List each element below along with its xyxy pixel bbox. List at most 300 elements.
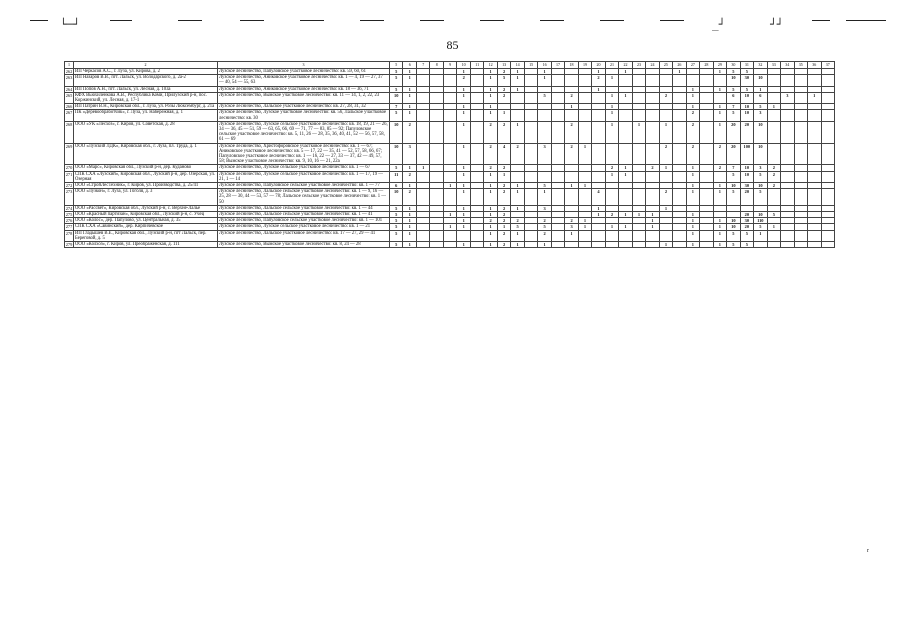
organization-name: ИП Гладышев В.Е., Кировская обл., Лузский р-н, пгт Лальск, пер. Береговой, д. 5 [74, 230, 218, 241]
forestry-lands: Лузское лесничество, Вымское участковое лесничество: кв. 8, 24 — 28 [218, 242, 390, 248]
numeric-cell [673, 110, 686, 121]
numeric-cell: 3 [538, 143, 551, 165]
column-number: 11 [470, 62, 483, 69]
numeric-cell: 1 [511, 230, 524, 241]
numeric-cell [416, 189, 429, 206]
numeric-cell: 1 [686, 92, 699, 103]
numeric-cell [713, 171, 726, 182]
column-number: 1 [65, 62, 74, 69]
row-number: 271 [65, 171, 74, 182]
organization-name: ООО «Лузкон», г. Луза, ул. Гоголя, д. 3 [74, 189, 218, 206]
numeric-cell [443, 110, 456, 121]
numeric-cell: 1 [416, 165, 429, 171]
numeric-cell: 2 [767, 165, 780, 171]
numeric-cell: 1 [403, 69, 416, 75]
numeric-cell [551, 189, 564, 206]
numeric-cell: 1 [443, 183, 456, 189]
numeric-cell [686, 75, 699, 86]
numeric-cell: 2 [686, 121, 699, 143]
numeric-cell [524, 92, 537, 103]
numeric-cell: 5 [390, 110, 403, 121]
numeric-cell [767, 92, 780, 103]
numeric-cell [619, 143, 632, 165]
numeric-cell [551, 230, 564, 241]
numeric-cell [565, 75, 578, 86]
organization-name: ИП Назаров В.В., пгт. Лальск, ул. Володарского, д. 2а-2 [74, 75, 218, 86]
numeric-cell [632, 75, 645, 86]
column-number: 26 [673, 62, 686, 69]
numeric-cell: 1 [403, 224, 416, 230]
numeric-cell [592, 92, 605, 103]
numeric-cell: 1 [403, 218, 416, 224]
row-number: 266 [65, 104, 73, 110]
numeric-cell [781, 189, 794, 206]
numeric-cell: 2 [605, 165, 618, 171]
numeric-cell: 5 [740, 69, 753, 75]
numeric-cell: 2 [497, 212, 510, 218]
numeric-cell: 1 [686, 242, 699, 248]
numeric-cell: 2 [659, 189, 672, 206]
numeric-cell [673, 92, 686, 103]
numeric-cell: 1 [565, 104, 578, 110]
numeric-cell [619, 75, 632, 86]
numeric-cell: 2 [565, 143, 578, 165]
numeric-cell: 2 [686, 143, 699, 165]
numeric-cell [794, 110, 807, 121]
numeric-cell [592, 242, 605, 248]
scan-speck: r [867, 548, 869, 554]
numeric-cell: 1 [619, 224, 632, 230]
column-number: 21 [605, 62, 618, 69]
numeric-cell: 1 [403, 230, 416, 241]
numeric-cell [524, 110, 537, 121]
numeric-cell [565, 242, 578, 248]
numeric-cell [470, 75, 483, 86]
numeric-cell: 1 [457, 242, 470, 248]
numeric-cell: 2 [565, 92, 578, 103]
numeric-cell: 2 [497, 92, 510, 103]
numeric-cell [538, 121, 551, 143]
numeric-cell [538, 110, 551, 121]
numeric-cell: 2 [484, 165, 497, 171]
column-number-row [65, 62, 835, 69]
numeric-cell: 1 [619, 165, 632, 171]
numeric-cell: 1 [511, 205, 524, 211]
numeric-cell [430, 171, 443, 182]
column-number: 14 [511, 62, 524, 69]
numeric-cell: 3 [538, 205, 551, 211]
numeric-cell [416, 92, 429, 103]
numeric-cell: 30 [740, 183, 753, 189]
numeric-cell [713, 92, 726, 103]
numeric-cell [659, 171, 672, 182]
numeric-cell: 1 [767, 224, 780, 230]
numeric-cell: 10 [727, 224, 740, 230]
numeric-cell: 1 [457, 92, 470, 103]
organization-name: КФХ Вьюхиленкова А.В., Республика Коми, Прилузский р-н, пос. Коржинский, ул. Лесная, д. 17-1 [74, 92, 218, 103]
numeric-cell [470, 110, 483, 121]
numeric-cell [443, 171, 456, 182]
numeric-cell: 1 [619, 92, 632, 103]
row-number: 273 [65, 189, 74, 206]
column-number: 18 [565, 62, 578, 69]
numeric-cell [646, 171, 659, 182]
numeric-cell: 1 [403, 205, 416, 211]
numeric-cell [821, 171, 834, 182]
column-number: 5 [390, 62, 403, 69]
numeric-cell [646, 143, 659, 165]
numeric-cell: 20 [740, 212, 753, 218]
numeric-cell [592, 110, 605, 121]
numeric-cell [659, 75, 672, 86]
numeric-cell [632, 110, 645, 121]
numeric-cell: 2 [497, 218, 510, 224]
numeric-cell: 4 [592, 189, 605, 206]
column-number: 30 [727, 62, 740, 69]
forestry-lands: Лузское лесничество, Лальское сельское участковое лесничество: кв. 1 — 44 [218, 205, 390, 211]
numeric-cell: 1 [511, 242, 524, 248]
row-number: 265 [65, 92, 74, 103]
numeric-cell: 1 [686, 212, 699, 218]
numeric-cell [632, 171, 645, 182]
row-number: 274 [65, 205, 73, 211]
numeric-cell: 3 [565, 224, 578, 230]
numeric-cell [673, 171, 686, 182]
forestry-lands: Лузское лесничество, Лальское участковое лесничество: кв. 27, 28, 31, 32 [218, 104, 390, 110]
numeric-cell: 5 [538, 92, 551, 103]
organization-name: ООО «Марс», Кировская обл., Лузский р-н, дер. Куданово [74, 165, 218, 171]
numeric-cell: 5 [390, 69, 403, 75]
numeric-cell: 1 [484, 183, 497, 189]
numeric-cell [578, 110, 591, 121]
numeric-cell: 1 [511, 121, 524, 143]
row-number: 270 [65, 165, 73, 171]
numeric-cell: 10 [390, 121, 403, 143]
column-number: 27 [686, 62, 699, 69]
numeric-cell [470, 143, 483, 165]
organization-name: ИП Черкасов А.С., г. Луза, ул. Кирова, д. 2 [74, 69, 218, 75]
scan-mark [110, 20, 132, 21]
table-row [65, 143, 835, 165]
numeric-cell: 1 [403, 86, 416, 92]
numeric-cell: 1 [497, 224, 510, 230]
numeric-cell [673, 75, 686, 86]
numeric-cell [524, 230, 537, 241]
numeric-cell: 2 [497, 165, 510, 171]
numeric-cell: 1 [659, 121, 672, 143]
numeric-cell: 1 [457, 189, 470, 206]
numeric-cell [565, 171, 578, 182]
numeric-cell: 2 [713, 143, 726, 165]
organization-name: ООО «Лузский ЛДК», Кировская обл., г. Луза, пл. Труда, д. 1 [74, 143, 218, 165]
numeric-cell: 1 [538, 69, 551, 75]
forestry-lands: Лузское лесничество, Лузское сельское участковое лесничество: кв. 1 — 67 [218, 165, 390, 171]
numeric-cell [524, 75, 537, 86]
registry-table [64, 61, 835, 248]
column-number: 34 [781, 62, 794, 69]
numeric-cell: 5 [390, 224, 403, 230]
numeric-cell [578, 92, 591, 103]
organization-name: ООО «Красный партизан», Кировская обл., Лузский р-н, с. Учец [74, 212, 218, 218]
numeric-cell [538, 171, 551, 182]
numeric-cell [565, 110, 578, 121]
numeric-cell [781, 143, 794, 165]
row-number: 263 [65, 75, 74, 86]
row-number: 262 [65, 69, 73, 74]
organization-name: ПК «Деревообработчик», г. Луза, ул. Набережная, д. 1 [74, 110, 218, 121]
numeric-cell: 1 [484, 69, 497, 75]
column-number: 31 [740, 62, 753, 69]
forestry-lands: Лузское лесничество, Аниковское участковое лесничество: кв. 1 — 4, 19 — 27, 37 — 40, 54 — 55, 63 [218, 75, 390, 86]
scan-mark: ┘┘ [770, 18, 784, 31]
column-number: 22 [619, 62, 632, 69]
numeric-cell: 2 [592, 75, 605, 86]
numeric-cell: 6 [390, 183, 403, 189]
numeric-cell: 1 [484, 189, 497, 206]
numeric-cell: 1 [659, 242, 672, 248]
numeric-cell: 1 [403, 212, 416, 218]
numeric-cell [524, 143, 537, 165]
numeric-cell: 1 [713, 242, 726, 248]
row-number: 276 [65, 218, 73, 224]
numeric-cell [794, 75, 807, 86]
numeric-cell [524, 189, 537, 206]
numeric-cell: 1 [619, 171, 632, 182]
column-number: 35 [794, 62, 807, 69]
numeric-cell [511, 171, 524, 182]
numeric-cell: 10 [390, 92, 403, 103]
numeric-cell: 5 [390, 205, 403, 211]
row-number: 268 [65, 121, 74, 143]
numeric-cell [808, 143, 821, 165]
numeric-cell: 2 [767, 171, 780, 182]
numeric-cell [700, 92, 713, 103]
numeric-cell [416, 171, 429, 182]
organization-name: ООО «СтройЛесТехник», г. Киров, ул. Производства, д. 25/41 [74, 183, 218, 189]
numeric-cell: 2 [497, 183, 510, 189]
forestry-lands: Лузское лесничество, Папуловское сельское участковое лесничество: кв. 1 — 77 [218, 183, 390, 189]
numeric-cell: 2 [538, 230, 551, 241]
numeric-cell [592, 230, 605, 241]
numeric-cell: 2 [497, 205, 510, 211]
numeric-cell: 5 [390, 212, 403, 218]
numeric-cell: 5 [740, 230, 753, 241]
numeric-cell: 5 [727, 189, 740, 206]
column-number: 19 [578, 62, 591, 69]
numeric-cell [700, 242, 713, 248]
numeric-cell [646, 92, 659, 103]
numeric-cell: 10 [390, 143, 403, 165]
numeric-cell: 7 [727, 165, 740, 171]
numeric-cell: 1 [605, 92, 618, 103]
numeric-cell: 2 [484, 121, 497, 143]
numeric-cell: 1 [713, 69, 726, 75]
numeric-cell [700, 121, 713, 143]
forestry-lands: Лузское лесничество, Лузское сельское участковое лесничество: кв. 1 — 17, 19 — 21, 1 — 14 [218, 171, 390, 182]
numeric-cell: 10 [727, 218, 740, 224]
numeric-cell: 10 [754, 212, 767, 218]
numeric-cell: 1 [646, 224, 659, 230]
forestry-lands: Лузское лесничество, Лальское участковое лесничество: кв. 17 — 27, 29 — 41 [218, 230, 390, 241]
numeric-cell: 1 [713, 110, 726, 121]
numeric-cell [551, 110, 564, 121]
numeric-cell: 5 [740, 86, 753, 92]
numeric-cell: 1 [484, 230, 497, 241]
numeric-cell: 1 [403, 242, 416, 248]
numeric-cell: 1 [673, 69, 686, 75]
numeric-cell: 1 [686, 183, 699, 189]
numeric-cell: 5 [754, 224, 767, 230]
scan-mark [660, 20, 684, 21]
numeric-cell: 1 [605, 75, 618, 86]
column-number: 13 [497, 62, 510, 69]
table-row [65, 230, 835, 241]
column-number: 12 [484, 62, 497, 69]
column-number: 33 [767, 62, 780, 69]
numeric-cell: 20 [740, 224, 753, 230]
page-number: 85 [446, 38, 459, 52]
numeric-cell [808, 230, 821, 241]
forestry-lands: Лузское лесничество, Папуловское сельское участковое лесничество: кв. 1 — 101 [218, 218, 390, 224]
numeric-cell [821, 121, 834, 143]
numeric-cell [416, 121, 429, 143]
numeric-cell [511, 92, 524, 103]
forestry-lands: Лузское лесничество, Лальское сельское участковое лесничество: кв. 1 — 9, 16 — 25, 28 — 30, 44 — 53, 57 — 78; Лальское сельское участковое лесничество: кв. 1 — 50 [218, 189, 390, 206]
numeric-cell [443, 121, 456, 143]
numeric-cell [578, 242, 591, 248]
numeric-cell [794, 242, 807, 248]
numeric-cell [470, 92, 483, 103]
forestry-lands: Лузское лесничество, Лузское сельское участковое лесничество: кв. 1 — 21 [218, 224, 390, 230]
column-number: 15 [524, 62, 537, 69]
numeric-cell [821, 92, 834, 103]
organization-name: ООО «УК «Лесхоз», г. Киров, ул. Советская, д. 28 [74, 121, 218, 143]
column-number: 8 [430, 62, 443, 69]
column-number: 3 [218, 62, 390, 69]
numeric-cell [551, 92, 564, 103]
numeric-cell [646, 230, 659, 241]
numeric-cell [700, 171, 713, 182]
numeric-cell [794, 171, 807, 182]
numeric-cell: 2 [497, 69, 510, 75]
numeric-cell [578, 121, 591, 143]
numeric-cell [443, 242, 456, 248]
table-row [65, 110, 835, 121]
numeric-cell: 1 [713, 104, 726, 110]
numeric-cell: 5 [727, 86, 740, 92]
numeric-cell: 1 [484, 171, 497, 182]
numeric-cell: 2 [605, 212, 618, 218]
numeric-cell: 1 [484, 75, 497, 86]
numeric-cell [808, 121, 821, 143]
numeric-cell: 5 [727, 69, 740, 75]
numeric-cell: 2 [497, 86, 510, 92]
column-number: 16 [538, 62, 551, 69]
scan-mark [480, 20, 504, 21]
numeric-cell: 5 [497, 75, 510, 86]
numeric-cell [808, 242, 821, 248]
numeric-cell: 2 [497, 230, 510, 241]
numeric-cell: 10 [740, 104, 753, 110]
numeric-cell: 1 [659, 205, 672, 211]
numeric-cell: 1 [686, 189, 699, 206]
numeric-cell [443, 143, 456, 165]
numeric-cell [808, 171, 821, 182]
numeric-cell: 1 [686, 86, 699, 92]
numeric-cell [592, 171, 605, 182]
numeric-cell: 1 [484, 110, 497, 121]
numeric-cell: 10 [754, 183, 767, 189]
numeric-cell [470, 230, 483, 241]
numeric-cell: 5 [390, 230, 403, 241]
organization-name: ИП Попов А.Н., пгт. Лальск, ул. Лесная, д. 103а [74, 86, 218, 92]
organization-name: ООО «Рассвет», Кировская обл., Лузский р-н, с. Верхне-Лалье [74, 205, 218, 211]
numeric-cell: 1 [592, 205, 605, 211]
numeric-cell: 1 [578, 183, 591, 189]
numeric-cell: 2 [659, 143, 672, 165]
numeric-cell: 1 [457, 110, 470, 121]
numeric-cell [781, 171, 794, 182]
numeric-cell: 5 [754, 171, 767, 182]
numeric-cell [619, 121, 632, 143]
numeric-cell: 1 [713, 230, 726, 241]
numeric-cell [619, 189, 632, 206]
numeric-cell: 1 [713, 218, 726, 224]
numeric-cell [578, 189, 591, 206]
numeric-cell: 1 [403, 104, 416, 110]
numeric-cell: 1 [511, 75, 524, 86]
numeric-cell: 1 [592, 86, 605, 92]
numeric-cell [605, 230, 618, 241]
numeric-cell [700, 230, 713, 241]
numeric-cell: 2 [538, 218, 551, 224]
numeric-cell [767, 242, 780, 248]
numeric-cell [416, 242, 429, 248]
numeric-cell: 2 [565, 121, 578, 143]
numeric-cell: 2 [497, 242, 510, 248]
column-number: 28 [700, 62, 713, 69]
numeric-cell: 5 [538, 183, 551, 189]
numeric-cell: 1 [605, 104, 618, 110]
numeric-cell: 2 [403, 189, 416, 206]
numeric-cell [821, 110, 834, 121]
numeric-cell: 1 [578, 143, 591, 165]
numeric-cell: 10 [740, 171, 753, 182]
numeric-cell: 1 [686, 171, 699, 182]
numeric-cell [794, 189, 807, 206]
numeric-cell [430, 230, 443, 241]
numeric-cell: 1 [713, 86, 726, 92]
scan-mark: └─┘ [60, 18, 80, 31]
numeric-cell: 1 [403, 92, 416, 103]
numeric-cell: 2 [646, 165, 659, 171]
numeric-cell [605, 242, 618, 248]
numeric-cell [821, 189, 834, 206]
numeric-cell [551, 75, 564, 86]
numeric-cell: 1 [713, 224, 726, 230]
numeric-cell [632, 242, 645, 248]
numeric-cell [416, 75, 429, 86]
column-number: 29 [713, 62, 726, 69]
numeric-cell [808, 75, 821, 86]
numeric-cell: 20 [727, 143, 740, 165]
numeric-cell: 10 [727, 75, 740, 86]
numeric-cell: 2 [565, 218, 578, 224]
table-row [65, 121, 835, 143]
numeric-cell: 1 [632, 212, 645, 218]
numeric-cell [551, 121, 564, 143]
numeric-cell: 20 [727, 121, 740, 143]
